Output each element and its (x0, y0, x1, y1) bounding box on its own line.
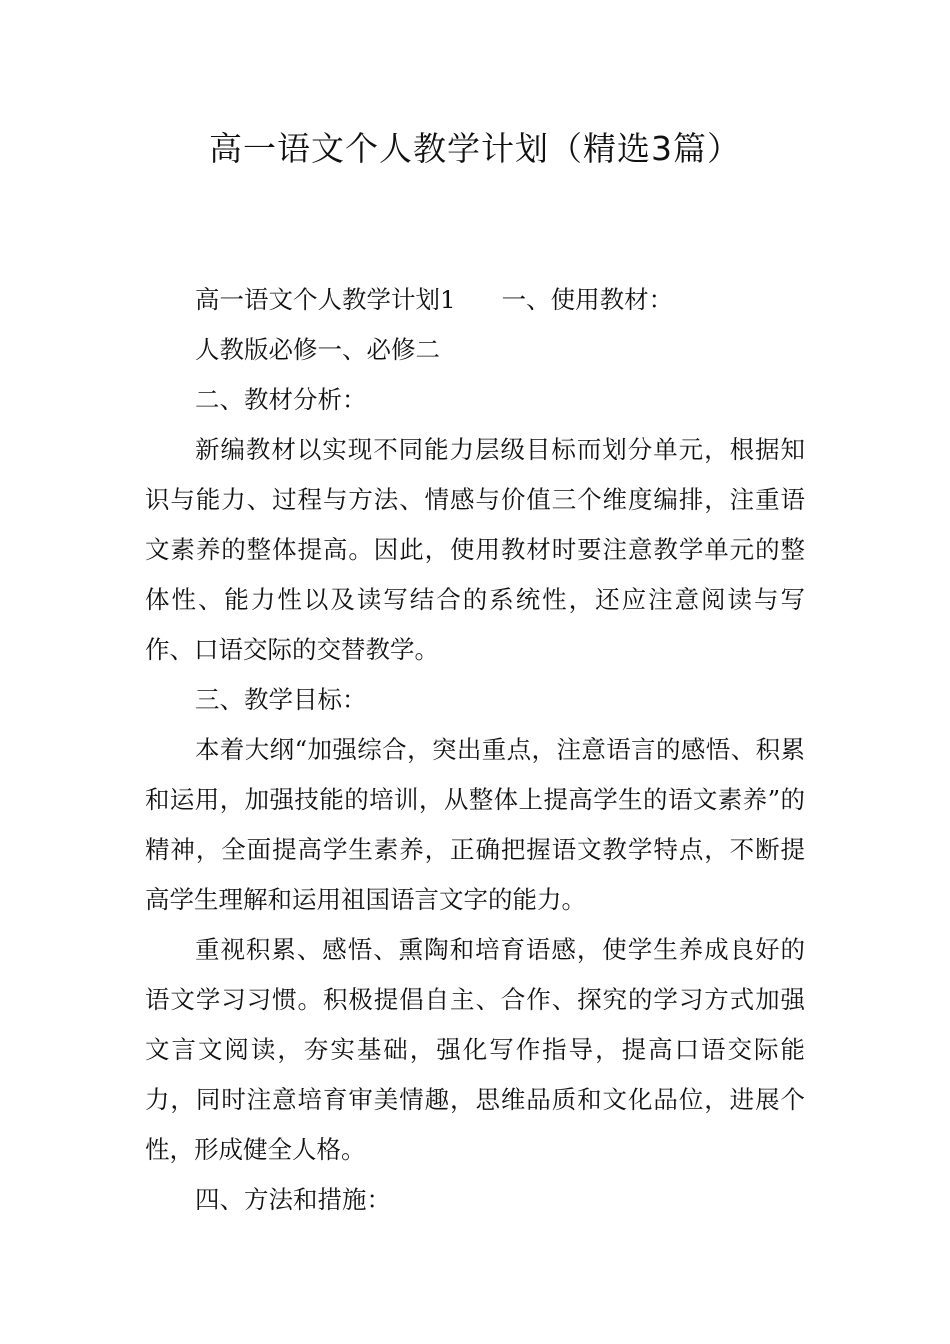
section2-text: 新编教材以实现不同能力层级目标而划分单元，根据知识与能力、过程与方法、情感与价值三个维度编排，注重语文素养的整体提高。因此，使用教材时要注意教学单元的整体性、能力性以及读写结合的系统性，还应注意阅读与写作、口语交际的交替教学。 (145, 435, 805, 664)
document-body (145, 275, 805, 1225)
intro-heading: 高一语文个人教学计划1 (195, 285, 456, 314)
section4-heading: 四、方法和措施： (195, 1185, 391, 1214)
section2-heading: 二、教材分析： (195, 385, 367, 414)
intro-line (145, 275, 805, 325)
section1-text: 人教版必修一、必修二 (195, 335, 440, 364)
section1-heading: 一、使用教材： (501, 285, 674, 314)
section3-heading: 三、教学目标： (195, 685, 367, 714)
section3-paragraph-1: 本着大纲“加强综合，突出重点，注意语言的感悟、积累和运用，加强技能的培训，从整体上提高学生的语文素养”的精神，全面提高学生素养，正确把握语文教学特点，不断提高学生理解和运用祖国语言文字的能力。 (145, 735, 805, 914)
document-title: 高一语文个人教学计划（精选3篇） (209, 129, 741, 168)
section3-paragraph-2: 重视积累、感悟、熏陶和培育语感，使学生养成良好的语文学习习惯。积极提倡自主、合作、探究的学习方式加强文言文阅读，夯实基础，强化写作指导，提高口语交际能力，同时注意培育审美情趣，思维品质和文化品位，进展个性，形成健全人格。 (145, 935, 805, 1164)
